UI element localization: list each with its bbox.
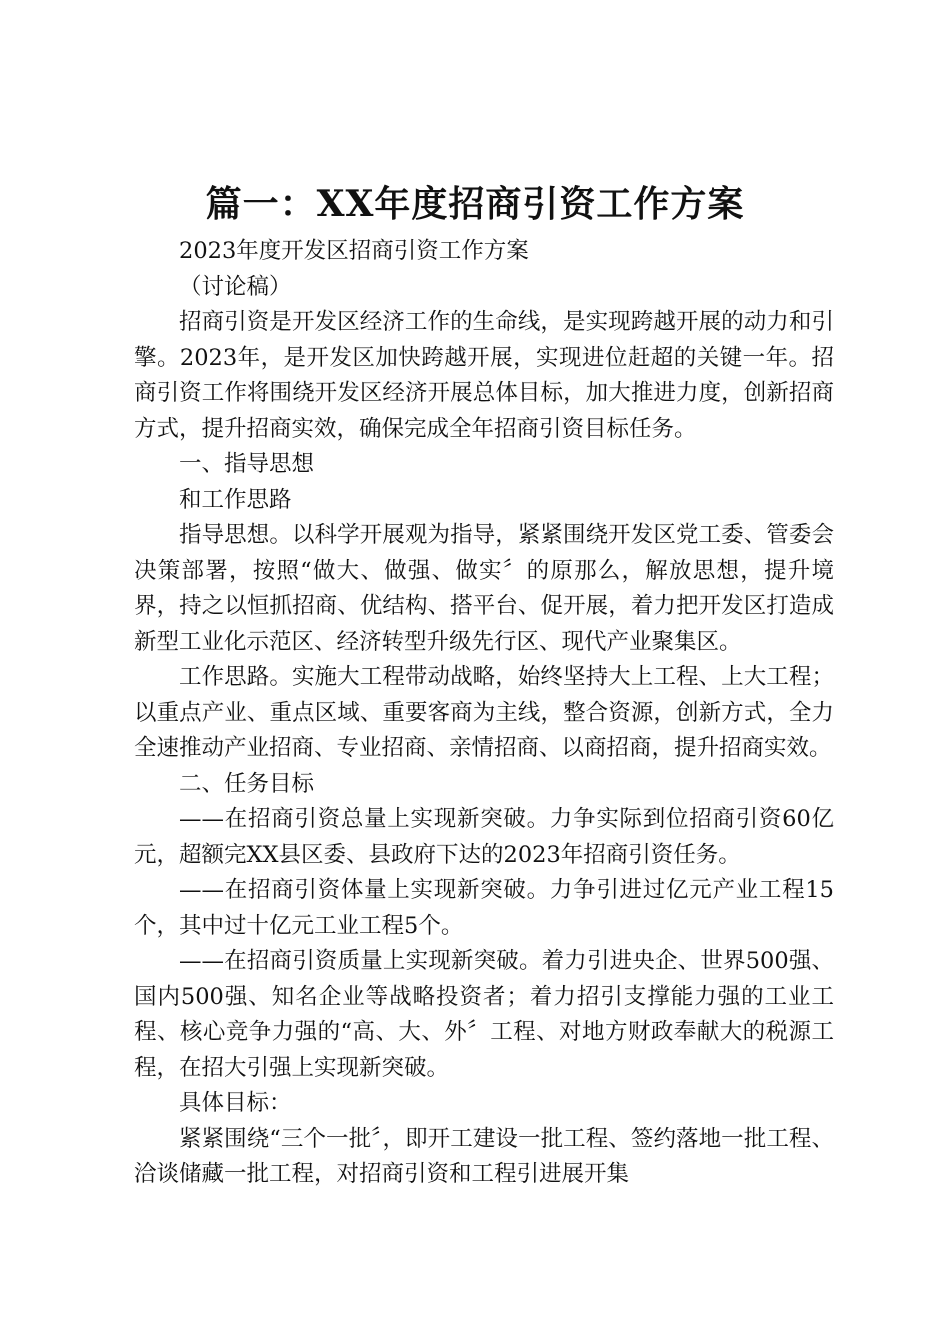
document-body (134, 234, 834, 1193)
target-total-paragraph: ——在招商引资总量上实现新突破。力争实际到位招商引资60亿元，超额完XX县区委、县政府下达的2023年招商引资任务。 (134, 806, 834, 868)
three-batches-paragraph: 紧紧围绕“三个一批〞，即开工建设一批工程、签约落地一批工程、洽谈储藏一批工程，对招商引资和工程引进展开集 (134, 1125, 834, 1187)
target-volume-paragraph: ——在招商引资体量上实现新突破。力争引进过亿元产业工程15个，其中过十亿元工业工程5个。 (134, 877, 834, 939)
section-heading-2: 二、任务目标 (179, 770, 315, 797)
section-heading-1-continued: 和工作思路 (179, 486, 292, 513)
section-heading-1: 一、指导思想 (179, 451, 315, 477)
work-approach-paragraph: 工作思路。实施大工程带动战略，始终坚持大上工程、上大工程；以重点产业、重点区域、重要客商为主线，整合资源，创新方式，全力全速推动产业招商、专业招商、亲情招商、以商招商，提升招商实效。 (134, 664, 834, 761)
specific-targets-heading: 具体目标： (179, 1090, 292, 1116)
draft-note-paragraph: （讨论稿） (179, 273, 292, 300)
subtitle-paragraph: 2023年度开发区招商引资工作方案 (179, 238, 529, 264)
guiding-ideology-paragraph: 指导思想。以科学开展观为指导，紧紧围绕开发区党工委、管委会决策部署，按照“做大、做强、做实〞的原那么，解放思想，提升境界，持之以恒抓招商、优结构、搭平台、促开展，着力把开发区打造成新型工业化示范区、经济转型升级先行区、现代产业聚集区。 (134, 522, 834, 655)
document-title: 篇一：XX年度招商引资工作方案 (205, 183, 745, 225)
intro-paragraph: 招商引资是开发区经济工作的生命线，是实现跨越开展的动力和引擎。2023年，是开发区加快跨越开展，实现进位赶超的关键一年。招商引资工作将围绕开发区经济开展总体目标，加大推进力度，创新招商方式，提升招商实效，确保完成全年招商引资目标任务。 (134, 309, 834, 442)
target-quality-paragraph: ——在招商引资质量上实现新突破。着力引进央企、世界500强、国内500强、知名企业等战略投资者；着力招引支撑能力强的工业工程、核心竞争力强的“高、大、外〞工程、对地方财政奉献大的税源工程，在招大引强上实现新突破。 (134, 948, 834, 1081)
